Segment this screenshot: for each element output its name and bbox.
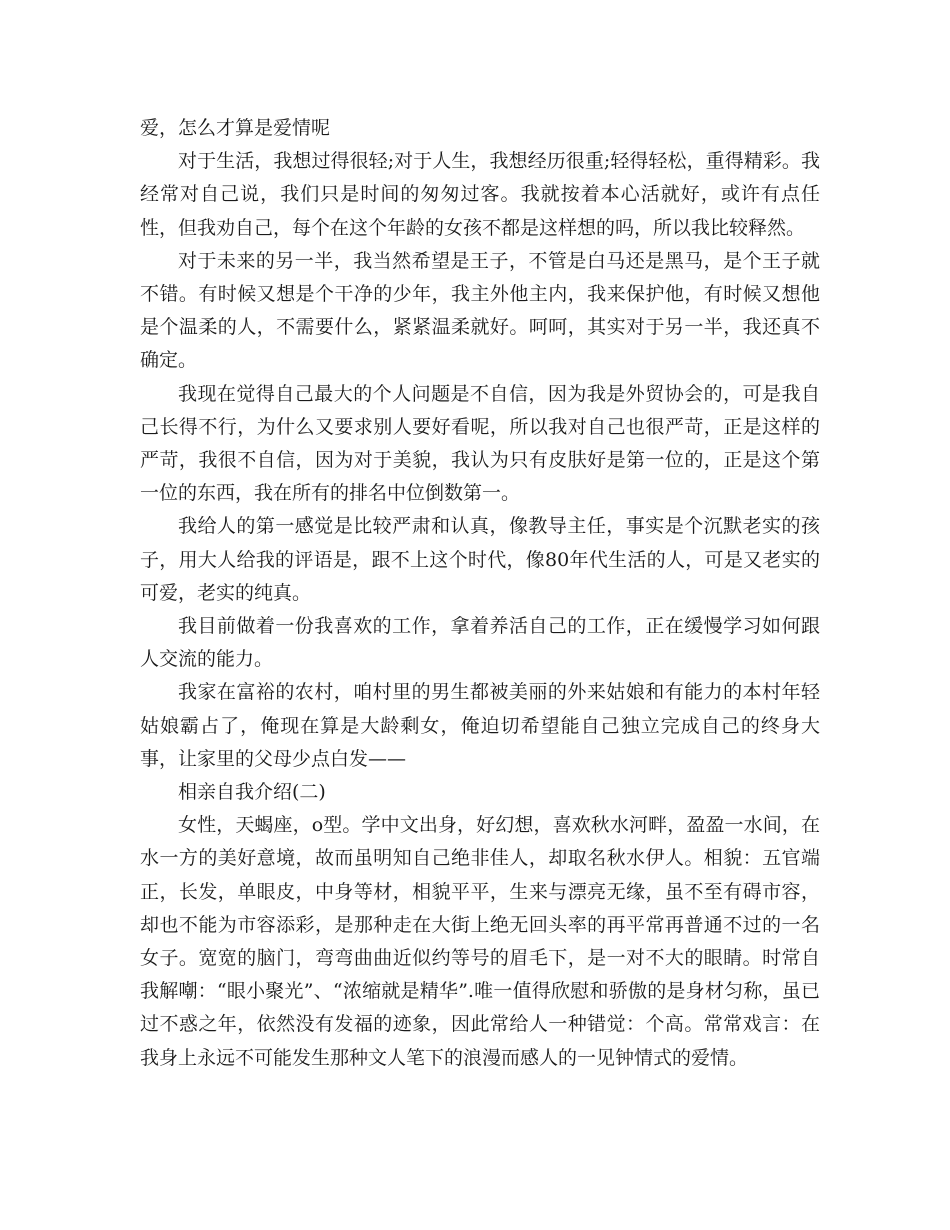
paragraph-work: 我目前做着一份我喜欢的工作，拿着养活自己的工作，正在缓慢学习如何跟人交流的能力。 [140, 615, 820, 671]
paragraph-impression: 我给人的第一感觉是比较严肃和认真，像教导主任，事实是个沉默老实的孩子，用大人给我的评语是，跟不上这个时代，像80年代生活的人，可是又老实的可爱，老实的纯真。 [140, 515, 820, 604]
document-page [140, 112, 820, 1075]
paragraph-life: 对于生活，我想过得很轻;对于人生，我想经历很重;轻得轻松，重得精彩。我经常对自己说，我们只是时间的匆匆过客。我就按着本心活就好，或许有点任性，但我劝自己，每个在这个年龄的女孩不都是这样想的吗，所以我比较释然。 [140, 150, 820, 239]
paragraph-self-intro: 女性，天蝎座，o型。学中文出身，好幻想，喜欢秋水河畔，盈盈一水间，在水一方的美好意境，故而虽明知自己绝非佳人，却取名秋水伊人。相貌：五官端正，长发，单眼皮，中身等材，相貌平平，生来与漂亮无缘，虽不至有碍市容，却也不能为市容添彩，是那种走在大街上绝无回头率的再平常再普通不过的一名女子。宽宽的脑门，弯弯曲曲近似约等号的眉毛下，是一对不大的眼睛。时常自我解嘲：“眼小聚光”、“浓缩就是精华”.唯一值得欣慰和骄傲的是身材匀称，虽已过不惑之年，依然没有发福的迹象，因此常给人一种错觉：个高。常常戏言：在我身上永远不可能发生那种文人笔下的浪漫而感人的一见钟情式的爱情。 [140, 814, 820, 1069]
paragraph-hometown: 我家在富裕的农村，咱村里的男生都被美丽的外来姑娘和有能力的本村年轻姑娘霸占了，俺现在算是大龄剩女，俺迫切希望能自己独立完成自己的终身大事，让家里的父母少点白发—— [140, 681, 820, 770]
paragraph-partner: 对于未来的另一半，我当然希望是王子，不管是白马还是黑马，是个王子就不错。有时候又想是个干净的少年，我主外他主内，我来保护他，有时候又想他是个温柔的人，不需要什么，紧紧温柔就好。呵呵，其实对于另一半，我还真不确定。 [140, 249, 820, 372]
section-heading: 相亲自我介绍(二) [178, 781, 326, 804]
paragraph-confidence: 我现在觉得自己最大的个人问题是不自信，因为我是外贸协会的，可是我自己长得不行，为什么又要求别人要好看呢，所以我对自己也很严苛，正是这样的严苛，我很不自信，因为对于美貌，我认为只有皮肤好是第一位的，正是这个第一位的东西，我在所有的排名中位倒数第一。 [140, 382, 820, 505]
paragraph-continuation: 爱，怎么才算是爱情呢 [140, 117, 331, 139]
